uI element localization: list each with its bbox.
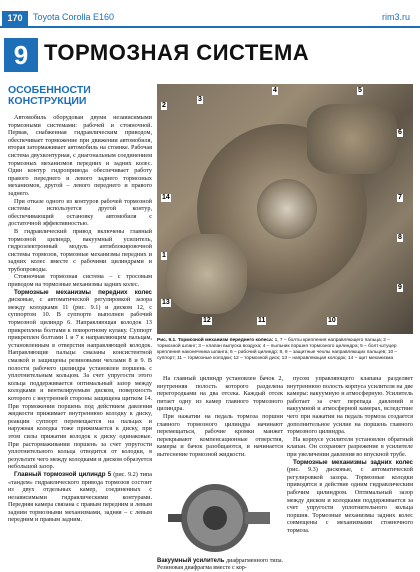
- text-column-2: [157, 375, 283, 459]
- term-bold: Тормозные механизмы передних колес: [14, 288, 152, 296]
- paragraph: Автомобиль оборудован двумя независимыми тормозными системами: рабочей и стояночной. Первая, снабженная гидравлическим приводом, обеспечивает торможение при движении автомобиля, вторая затормаживает автомобиль на стоянке. Рабочая система двухконтурная, с диагональным соединением тормозных механизмов передних и задних колес. Один контур гидропривода обеспечивает работу правого переднего и левого заднего тормозных механизмов, другой – левого переднего и правого заднего.: [8, 114, 152, 197]
- paragraph: В гидравлический привод включены главный тормозной цилиндр, вакуумный усилитель, гидроэлектронный модуль антиблокировочной системы тормозов, тормозные механизмы передних и задних колес вместе с рабочими цилиндрами и трубопроводы.: [8, 227, 152, 273]
- paragraph-text: диафрагменного типа. Резиновая диафрагма вместе с кор-: [157, 558, 283, 571]
- brake-assembly-photo: [157, 84, 413, 334]
- caption-text: 1, 7 – болты крепления направляющего пальца; 2 – тормозной шланг; 3 – клапан выпуска воздуха; 4 – пыльник поршня тормозного цилиндра; 5 – болт-штуцер крепления наконечника шланга; 6 – рабочий цилиндр; 8, 9 – защитные чехлы направляющих пальцев; 10 – суппорт; 11 – тормозные колодки; 12 – тормозной диск; 13 – направляющая колодок; 14 – щит механизма: [157, 338, 398, 361]
- paragraph: Стояночная тормозная система – с тросовым приводом на тормозные механизмы задних колес.: [8, 273, 152, 289]
- header-rule: [0, 26, 420, 28]
- callout-label: 9: [398, 284, 402, 291]
- callout-label: 4: [273, 87, 277, 94]
- term-bold: Вакуумный усилитель: [157, 558, 225, 564]
- paragraph: При отказе одного из контуров рабочей тормозной системы используется другой контур, обеспечивающий остановку автомобиля с достаточной эффективностью.: [8, 197, 152, 228]
- callout-label: 5: [358, 87, 362, 94]
- callout-label: 8: [398, 234, 402, 241]
- callout-label: 12: [203, 317, 211, 324]
- text-column-1: [8, 114, 152, 524]
- chapter-number: 9: [4, 38, 38, 72]
- callout-label: 3: [198, 96, 202, 103]
- callout-label: 10: [328, 317, 336, 324]
- book-title: Toyota Corolla E160: [33, 12, 115, 22]
- callout-label: 1: [162, 252, 166, 259]
- term-bold: Главный тормозной цилиндр 5: [14, 470, 112, 478]
- chapter-title: ТОРМОЗНАЯ СИСТЕМА: [44, 40, 310, 65]
- page-header: [0, 0, 420, 26]
- callout-label: 6: [398, 129, 402, 136]
- paragraph: [8, 289, 152, 471]
- paragraph-text: дисковые, с автоматической регулировкой зазора между колодками 11 (рис. 9.1) и диском 12, с суппортом 10. В суппорте выполнен рабочий тормозной цилиндр 6. Направляющая колодок 13 прикреплена болтами к поворотному кулаку. Суппорт прикреплен болтами 1 и 7 к направляющим пальцам, установленным в отверстия направляющей колодок. Направляющие пальцы смазаны консистентной смазкой и защищены резиновыми чехлами 8 и 9. В полости рабочего цилиндра установлен поршень с уплотнительным кольцом. За счет упругости этого кольца поддерживается оптимальный зазор между колодками и вентилируемым диском, поверхность которого с внутренней стороны защищена щитком 14. При торможении поршень под действием давления жидкости прижимает внутреннюю колодку к диску, реакции суппорт перемещается на пальцах и наружная колодка тоже прижимается к диску, при этом силы прижатия колодок к диску одинаковые. При растормаживании поршень за счет упругости уплотнительного кольца отводится от колодки, в результате чего между колодками и диском образуется небольшой зазор.: [8, 296, 152, 471]
- callout-label: 7: [398, 194, 402, 201]
- paragraph: [8, 471, 152, 524]
- paragraph-text: (рис. 9.2) типа «тандем» гидравлического привода тормозов состоит из двух отдельных камер, соединенных с независимыми гидравлическими контурами. Передняя камера связана с правым передним и левым задним тормозными механизмами, задняя – с левым передним и правым задним.: [8, 470, 152, 524]
- caption-lead: Рис. 9.1. Тормозной механизм переднего колеса:: [157, 338, 274, 343]
- paragraph-text: (рис. 9.3) дисковые, с автоматической регулировкой зазора. Тормозные колодки приводятся в действие одним гидравлическим рабочим цилиндром. Оптимальный зазор между диском и колодками поддерживается за счет упругости уплотнительного кольца поршня. Тормозные механизмы задних колес совмещены с механизмами стояночного тормоза.: [287, 466, 413, 534]
- term-bold: Тормозные механизмы задних колес: [293, 458, 413, 466]
- callout-label: 2: [162, 102, 166, 109]
- page-number: 170: [2, 11, 28, 26]
- callout-label: 11: [258, 317, 266, 324]
- section-title: ОСОБЕННОСТИ КОНСТРУКЦИИ: [8, 84, 91, 107]
- paragraph: При нажатии на педаль тормоза поршни главного тормозного цилиндра начинают перемещаться, рабочие кромки манжет перекрывают компенсационные отверстия, камеры и бачок разобщаются, и начинается вытеснение тормозной жидкости.: [157, 412, 283, 458]
- site-link[interactable]: rim3.ru: [381, 12, 410, 22]
- paragraph: [287, 459, 413, 535]
- callout-label: 13: [162, 299, 170, 306]
- figure-caption: [157, 338, 413, 362]
- vacuum-booster-illustration: [160, 478, 280, 556]
- paragraph: На главный цилиндр установлен бачок 2, внутренняя полость которого разделена перегородками на два отсека. Каждый отсек питает одну из камер главного тормозного цилиндра.: [157, 375, 283, 413]
- paragraph: пусом управляющего клапана разделяет внутреннюю полость корпуса усилителя на две камеры: вакуумную и атмосферную. Усилитель работает за счет перепада давлений в вакуумной и атмосферной камерах, вследствие чего при нажатии на педаль тормоза создается дополнительное усилие на поршень главного тормозного цилиндра.: [287, 375, 413, 436]
- text-column-3: [287, 375, 413, 534]
- paragraph: На корпусе усилителя установлен обратный клапан. Он сохраняет разрежение в усилителе при увеличении давления во впускной трубе.: [287, 435, 413, 458]
- callout-label: 14: [162, 194, 170, 201]
